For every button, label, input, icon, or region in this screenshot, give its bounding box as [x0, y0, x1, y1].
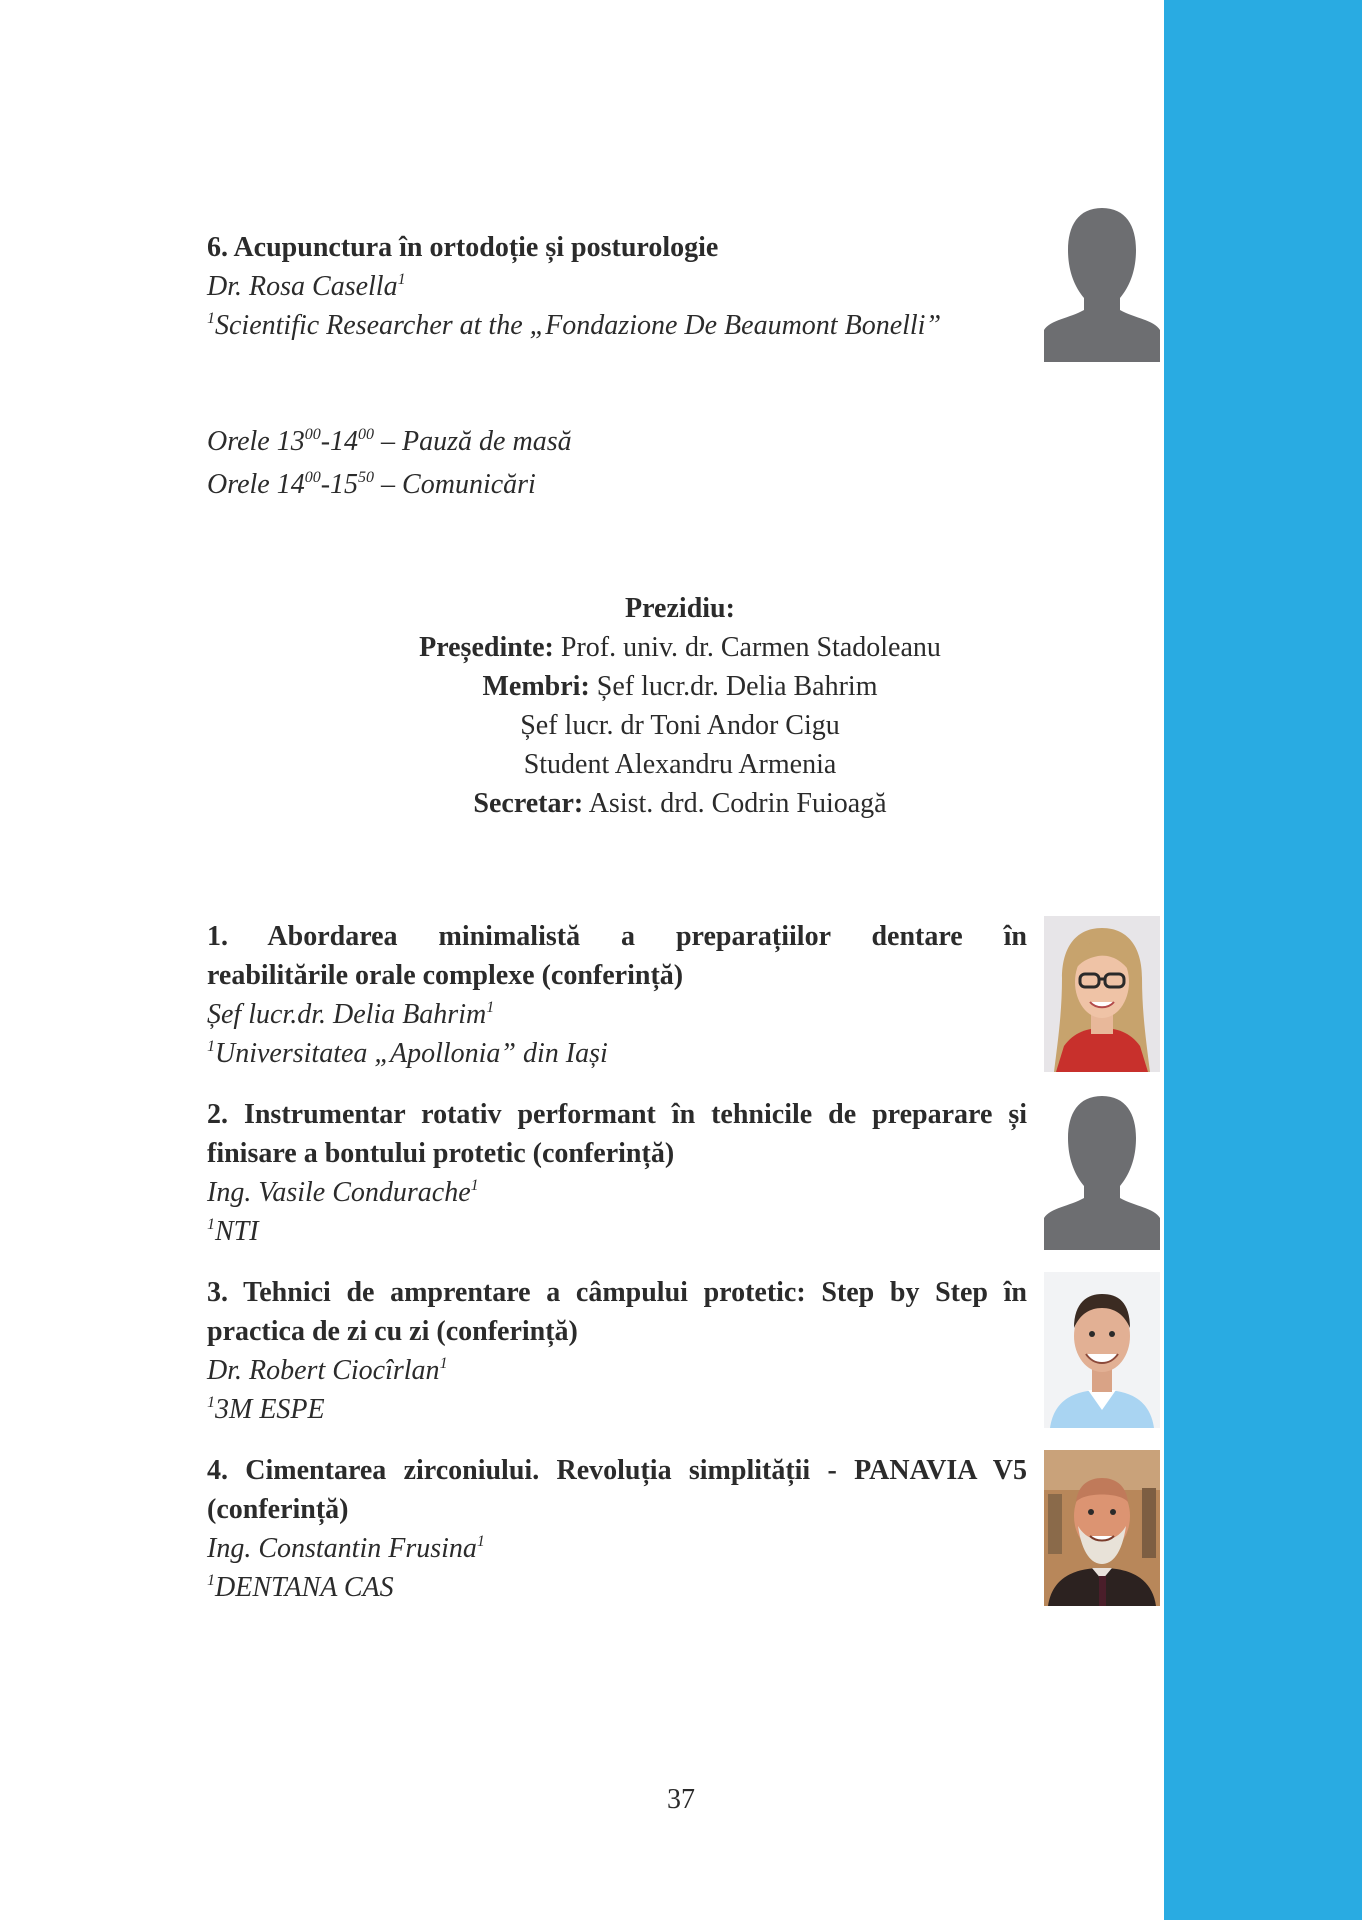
talk-title: 4. Cimentarea zirconiului. Revoluția simplității - PANAVIA V5 [207, 1455, 1027, 1486]
talk-affiliation: $^1$Universitatea „Apollonia” din Iași [207, 1038, 608, 1069]
speaker-silhouette-photo [1044, 1094, 1160, 1250]
talk-title-cont: (conferință) [207, 1494, 349, 1525]
prezidiu-presedinte: Președinte: Prof. univ. dr. Carmen Stadoleanu [419, 632, 941, 663]
talk-4 [207, 1451, 1027, 1607]
page-number: 37 [667, 1784, 695, 1815]
talk-author: Dr. Rosa Casella$^1$ [207, 271, 406, 302]
talk-title-cont: finisare a bontului protetic (conferință) [207, 1138, 675, 1169]
side-color-band [1164, 0, 1362, 1920]
prezidiu-membru: Student Alexandru Armenia [523, 749, 837, 780]
schedule [207, 420, 1027, 506]
prezidiu-membru: Șef lucr. dr Toni Andor Cigu [520, 710, 840, 741]
talk-title: 6. Acupunctura în ortodoție și posturologie [207, 232, 719, 263]
talk-title-cont: practica de zi cu zi (conferință) [207, 1316, 578, 1347]
speaker-photo-bearded-man [1044, 1450, 1160, 1606]
talk-1 [207, 917, 1027, 1073]
talk-affiliation: $^1$3M ESPE [207, 1394, 325, 1425]
prezidiu-heading: Prezidiu: [625, 593, 735, 624]
talk-title: 2. Instrumentar rotativ performant în tehnicile de preparare și [207, 1099, 1027, 1130]
talk-affiliation: $^1$DENTANA CAS [207, 1572, 394, 1603]
talk-title-cont: reabilitările orale complexe (conferință) [207, 960, 684, 991]
speaker-silhouette-photo [1044, 206, 1160, 362]
talk-author: Ing. Constantin Frusina$^1$ [207, 1533, 485, 1564]
prezidiu [207, 589, 1153, 823]
speaker-photo-man [1044, 1272, 1160, 1428]
schedule-lunch-break: Orele $13^{00}-14^{00}$ – Pauză de masă [207, 426, 572, 457]
talk-author: Ing. Vasile Condurache$^1$ [207, 1177, 479, 1208]
talk-affiliation: $^1$Scientific Researcher at the „Fondazione De Beaumont Bonelli” [207, 310, 942, 341]
talk-author: Șef lucr.dr. Delia Bahrim$^1$ [207, 999, 495, 1030]
talk-affiliation: $^1$NTI [207, 1216, 259, 1247]
speaker-photo-woman [1044, 916, 1160, 1072]
talk-author: Dr. Robert Ciocîrlan$^1$ [207, 1355, 448, 1386]
talk-2 [207, 1095, 1027, 1251]
talk-3 [207, 1273, 1027, 1429]
talk-title: 1. Abordarea minimalistă a preparațiilor dentare în [207, 921, 1027, 952]
talk-title: 3. Tehnici de amprentare a câmpului protetic: Step by Step în [207, 1277, 1027, 1308]
talk-6 [207, 228, 1027, 345]
schedule-communications: Orele $14^{00}-15^{50}$ – Comunicări [207, 469, 536, 500]
prezidiu-membri: Membri: Șef lucr.dr. Delia Bahrim [482, 671, 878, 702]
prezidiu-secretar: Secretar: Asist. drd. Codrin Fuioagă [473, 788, 887, 819]
